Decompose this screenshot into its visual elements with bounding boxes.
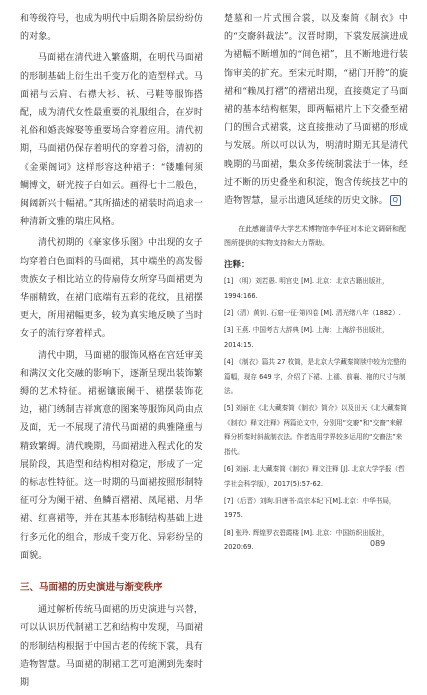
note-item: [5] 刘丽在《北大藏秦简《制衣》简介》以及田天《北大藏秦简《制衣》释文注释》两篇论文中，分别用“交窬”和“交窬”来解释分析秦时斜裁制衣法。作者选用学界较多运用的“交窬法”来指代。 [224,404,407,456]
body-paragraph: 马面裙在清代进入繁盛期，在明代马面裙的形制基础上衍生出千变万化的造型样式。马面裙与云肩、右襟大衫、袄、弓鞋等服饰搭配，成为清代女性最重要的礼服组合，在岁时礼俗和婚丧嫁娶等重要场合穿着应用。清代初期，马面裙仍保存着明代的穿着习俗，清初的《金栗阁词》这样形容这种裙子：“镂雕何须鲷博文，研光按子白如云。画得七十二般色，闽阔新兴十幅裙。”其所描述的裙装时尚追求一种清新文雅的瑞庄风格。 [20,53,203,228]
notes-title: 注释： [224,260,250,271]
note-item: [3] 王燕. 中国考古大辞典 [M]. 上海：上海辞书出版社，2014:15. [224,326,389,349]
note-item: [6] 刘丽. 北大藏秦简《制衣》释文注释 [J]. 北京大学学报（哲学社会科学版），2017(5):57-62. [224,465,405,488]
body-paragraph: 通过解析传统马面裙的历史演进与兴替，可以认识历代制裙工艺和结构中发现，马面裙的形制结构根据于中国古老的传统下裳，具有造物智慧。马面裙的制裙工艺可追溯到先秦时期 [20,605,203,688]
body-paragraph [224,10,408,210]
note-item: [7]（后晋）刘昫.旧唐书·高宗本纪下[M].北京：中华书局，1975. [224,496,396,520]
left-column [20,10,203,695]
page-number: 089 [370,539,386,548]
acknowledgement: 在此感谢清华大学艺术博物馆李华征对本论文调研和配图所提供的实物支持和大力帮助。 [224,225,406,248]
body-paragraph: 清代中期，马面裙的服饰风格在宫廷审美和满汉文化交融的影响下，逐渐呈现出装饰繁缛的艺术特征。裙裾镶嵌阑干、裙摆装饰花边，裙门绣制吉祥寓意的图案等服饰风尚由点及面，无一不展现了清代马面裙的典雅隆重与精致繁缛。清代晚期，马面裙进入程式化的发展阶段，其造型和结构相对稳定，形成了一定的标志性特征。这一时期的马面裙按照形制特征可分为阑干裙、鱼鳞百褶裙、凤尾裙、月华裙、红喜裙等，并在其基本形制结构基础上进行多元化的组合，形成千变万化、异彩纷呈的面貌。 [20,350,203,561]
body-paragraph-text: 楚墓和一片式围合裳，以及秦简《制衣》中的“交窬斜裁法”。汉晋时期，下裳发展演进成为裙幅不断增加的“间色裙”，且不断地进行装饰审美的扩充。至宋元时期，“裙门开胯”的旋裙和“赖凤打褶”的褶裙出现，直接奠定了马面裙的基本结构框架，即两幅裙片上下交叠至裙门的围合式裙裳，这直接推动了马面裙的形成与发展。所以可以认为，明清时期无其是清代晚期的马面裙，集众多传统制裳法于一体，经过不断的历史叠坐和积淀，饱含传统技艺中的造物智慧，显示出遗风延续的历史文脉。 [224,14,408,207]
body-paragraph: 清代初期的《豪家侈乐图》中出现的女子均穿着白色面料的马面裙，其中端坐的高发髻贵族女子相比站立的侍扇侍女所穿马面裙更为华丽精致，在裙门底端有五彩的花纹，且裙摆更大，所用裙幅更多，较为真实地反映了当时女子的流行穿着样式。 [20,238,203,340]
body-paragraph: 和等级符号，也成为明代中后期各阶层纷纷仿的对象。 [20,14,203,43]
note-item: [8] 张玲. 辉煌罗衣碧霞楼 [M]. 北京：中国纺织出版社，2020:69. [224,528,389,552]
section-heading: 三、马面裙的历史演进与渐变秩序 [20,582,163,594]
note-item: [4] 《制衣》篇共 27 枚简，是北京大学藏秦简牍中较为完整的篇幅，现存 649 字，介绍了下裙、上襦、前襄、袍的尺寸与制法。 [224,358,407,396]
note-item: [1] （明）刘若愚. 明宫史 [M]. 北京：北京古籍出版社，1994:166. [224,277,389,300]
end-mark-icon: Q [390,195,401,206]
note-item: [2]（清）黄钊. 石窟一征·第四卷 [M]. 清光绪八年（1882）. [224,309,401,318]
right-column [224,10,408,558]
